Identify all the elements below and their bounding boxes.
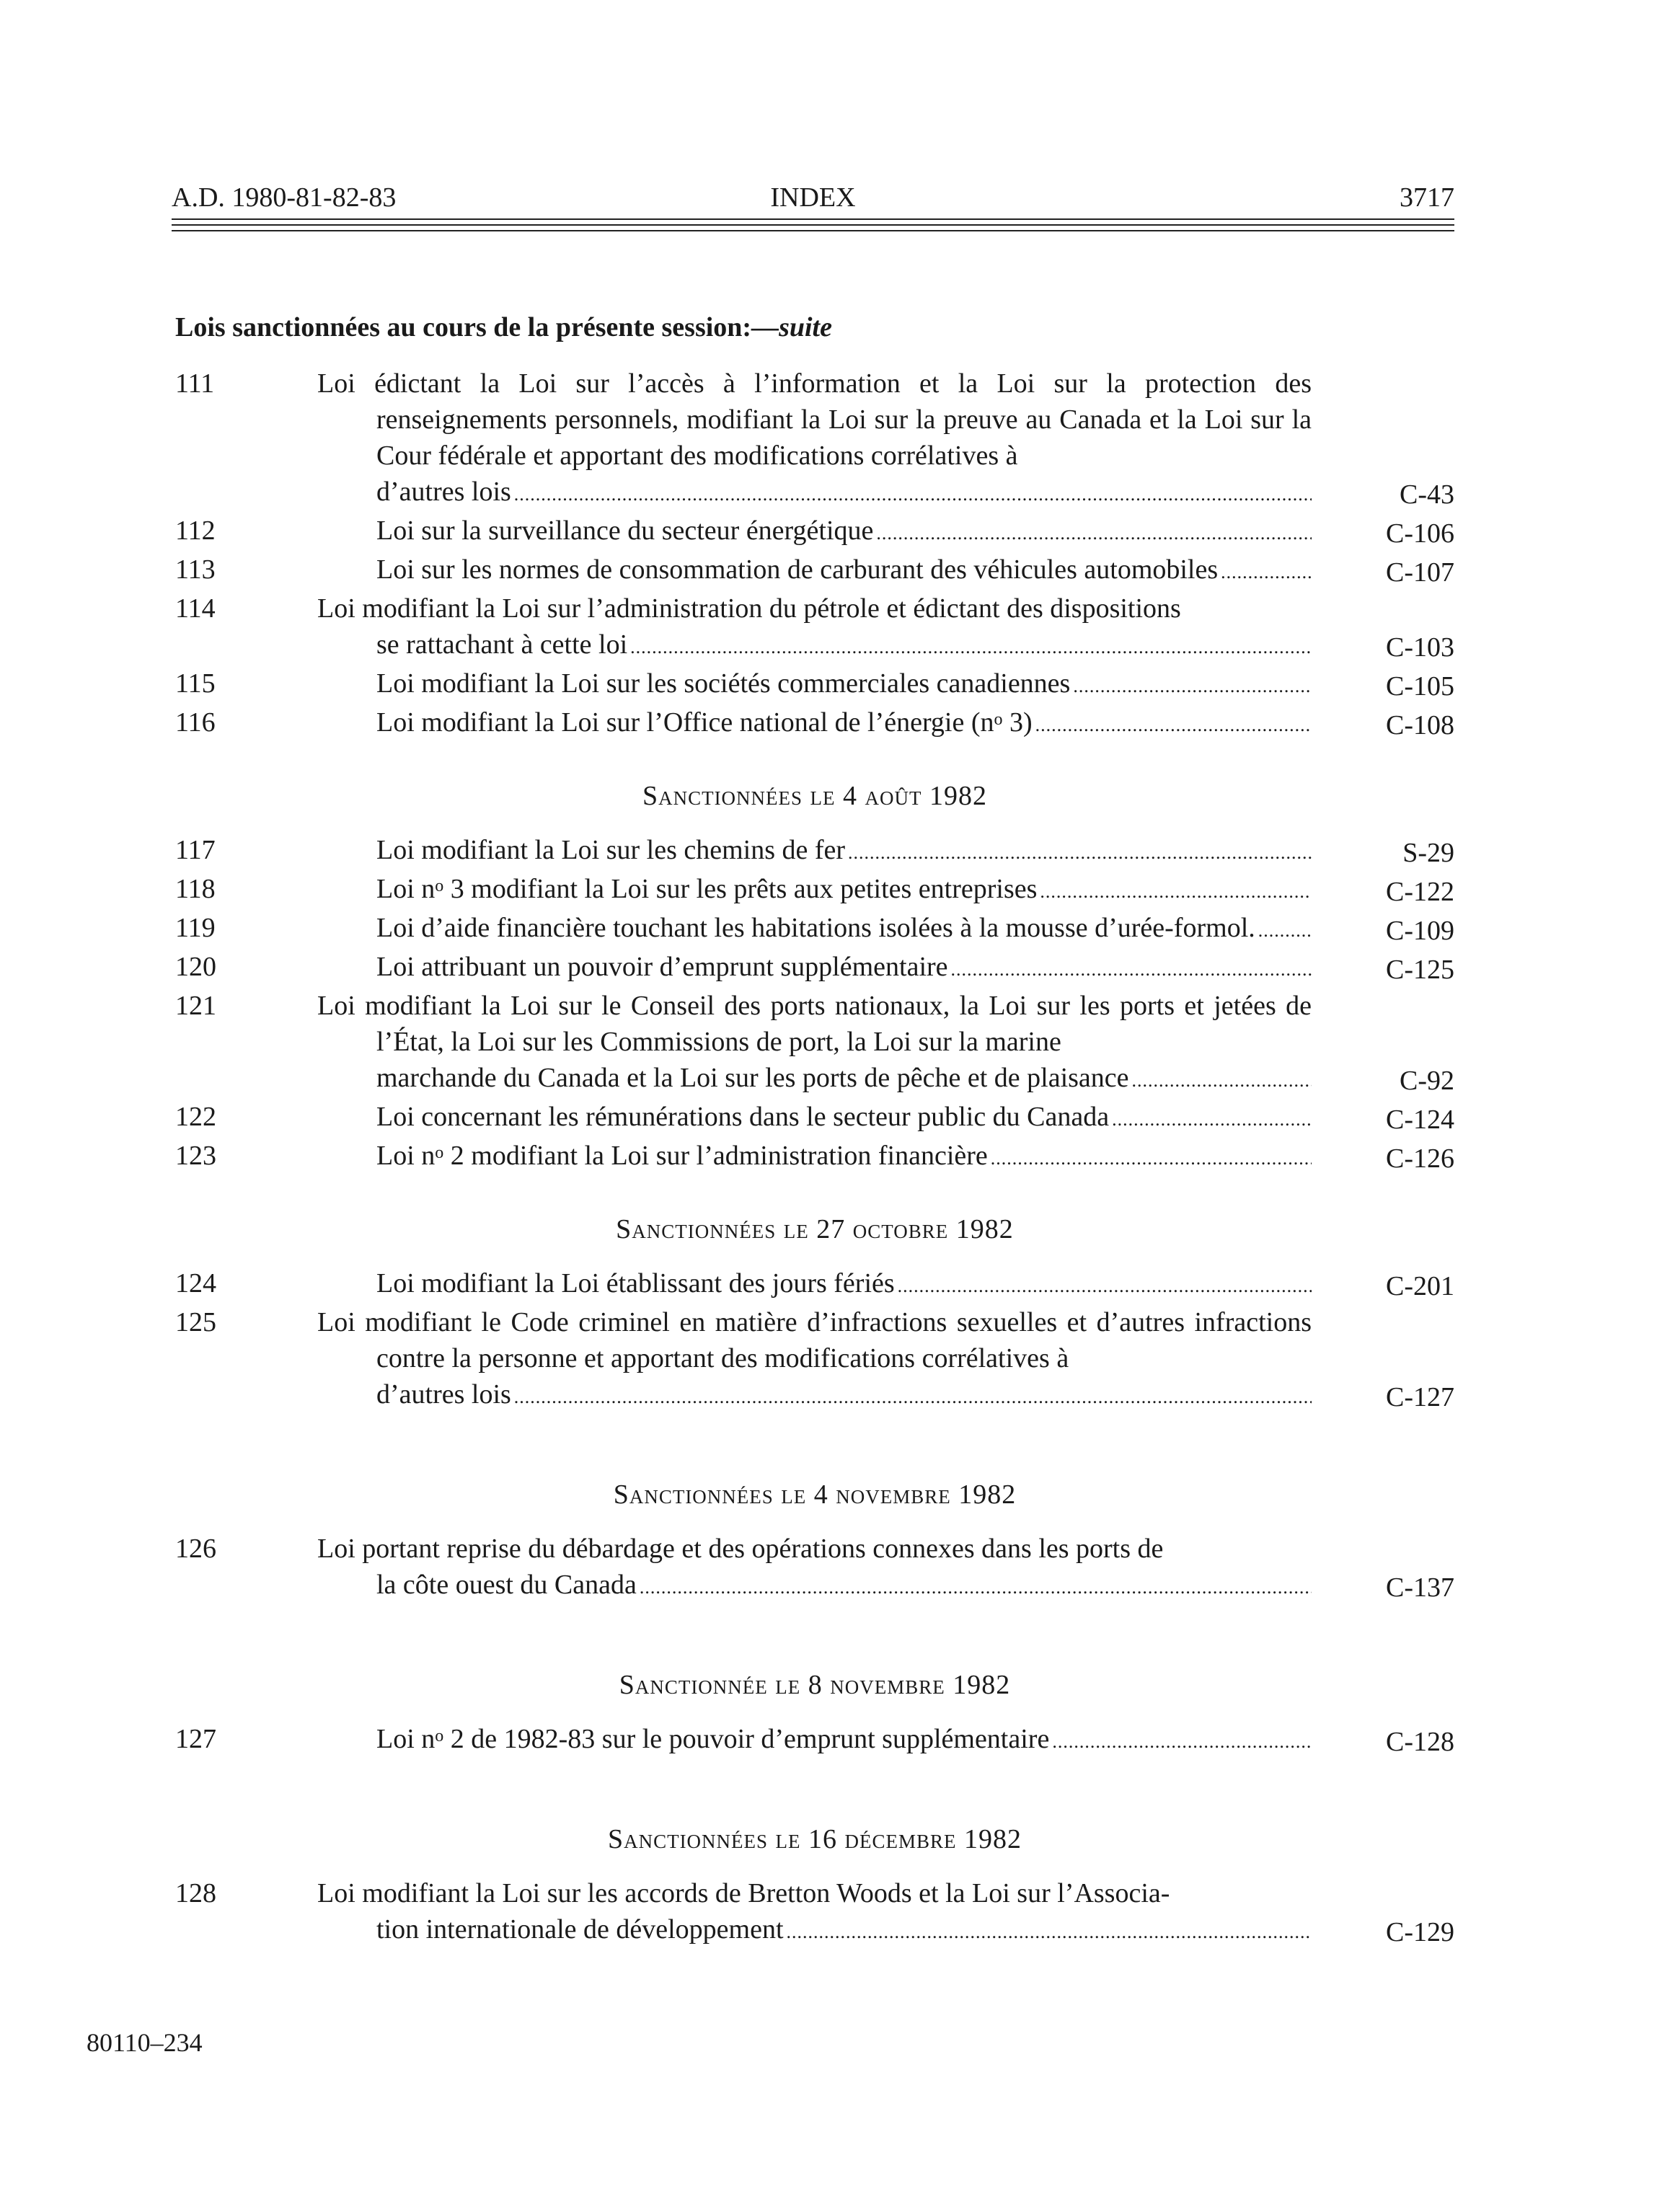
act-title-text: Loi sur les normes de consommation de carburant des véhicules automobiles	[376, 554, 1219, 585]
act-title-last-line	[376, 704, 1312, 743]
act-title-text: Loi concernant les rémunérations dans le secteur public du Canada	[376, 1102, 1110, 1132]
chapter-number: 116	[175, 707, 216, 738]
section-heading-main: Lois sanctionnées au cours de la présente session:	[175, 312, 752, 342]
act-title-text: Loi $n^o$ 2 modifiant la Loi sur l’administration financière	[376, 1141, 988, 1171]
act-title-last-line	[376, 1376, 1312, 1415]
act-title-text: Loi attribuant un pouvoir d’emprunt supplémentaire	[376, 952, 948, 982]
act-title-text: la côte ouest du Canada	[376, 1570, 637, 1600]
group-title: Sanctionnées le 27 octobre 1982	[616, 1214, 1014, 1244]
leader-dots	[514, 1379, 1312, 1415]
section-heading	[175, 311, 832, 343]
act-entry	[175, 1138, 1454, 1177]
act-entry	[175, 910, 1454, 949]
act-title-last-line	[376, 1721, 1312, 1760]
group-title: Sanctionnées le 16 décembre 1982	[607, 1824, 1022, 1854]
act-title	[317, 1138, 1312, 1177]
act-title-text: Loi modifiant la Loi sur l’Office national de l’énergie ($n^o$ 3)	[376, 707, 1033, 738]
group-title: Sanctionnées le 4 novembre 1982	[613, 1479, 1017, 1510]
act-title-last-line	[376, 1138, 1312, 1177]
act-title-text: Loi modifiant la Loi sur les accords de Bretton Woods et la Loi sur l’Associa-	[317, 1878, 1170, 1908]
act-group	[175, 1477, 1454, 1606]
act-title	[317, 552, 1312, 590]
bill-number: C-105	[1386, 671, 1454, 702]
chapter-number: 127	[175, 1724, 216, 1754]
group-title: Sanctionnées le 4 août 1982	[642, 781, 988, 811]
leader-dots	[848, 835, 1312, 871]
act-title	[317, 1099, 1312, 1138]
bill-number: C-43	[1400, 479, 1454, 510]
chapter-number: 119	[175, 913, 216, 943]
act-entry	[175, 1875, 1454, 1950]
act-group	[175, 1667, 1454, 1760]
act-title-text: Loi sur la surveillance du secteur énergétique	[376, 516, 874, 546]
act-entry	[175, 1531, 1454, 1606]
act-title-text: d’autres lois	[376, 1379, 511, 1410]
leader-dots	[1052, 1724, 1312, 1760]
bill-number: C-108	[1386, 710, 1454, 740]
chapter-number: 126	[175, 1534, 216, 1564]
bill-number: C-126	[1386, 1143, 1454, 1174]
act-title-last-line	[376, 832, 1312, 871]
bill-number: C-129	[1386, 1917, 1454, 1947]
act-title	[317, 665, 1312, 704]
act-entry	[175, 1304, 1454, 1415]
act-title-text: Loi $n^o$ 2 de 1982-83 sur le pouvoir d’emprunt supplémentaire	[376, 1724, 1050, 1754]
leader-dots	[876, 516, 1312, 552]
act-title-text: marchande du Canada et la Loi sur les ports de pêche et de plaisance	[376, 1063, 1129, 1093]
act-title-last-line	[376, 910, 1312, 949]
chapter-number: 112	[175, 516, 216, 546]
chapter-number: 120	[175, 952, 216, 982]
leader-dots	[1040, 874, 1312, 910]
act-entry	[175, 949, 1454, 988]
chapter-number: 111	[175, 368, 215, 399]
act-title	[317, 704, 1312, 743]
chapter-number: 115	[175, 668, 216, 699]
chapter-number: 122	[175, 1102, 216, 1132]
act-title-text: Loi d’aide financière touchant les habitations isolées à la mousse d’urée-formol.	[376, 913, 1255, 943]
leader-dots	[898, 1268, 1312, 1304]
act-entry	[175, 1721, 1454, 1760]
act-title	[317, 1304, 1312, 1415]
chapter-number: 128	[175, 1878, 216, 1908]
header-rule	[172, 224, 1454, 226]
act-entry	[175, 665, 1454, 704]
act-group	[175, 778, 1454, 1177]
leader-dots	[640, 1570, 1312, 1606]
act-title	[317, 1875, 1312, 1950]
act-entry	[175, 1099, 1454, 1138]
act-entry	[175, 590, 1454, 665]
act-title	[317, 1265, 1312, 1304]
footer-code: 80110–234	[87, 2028, 203, 2057]
act-title-last-line	[376, 871, 1312, 910]
act-title-last-line	[376, 1567, 1312, 1606]
chapter-number: 123	[175, 1141, 216, 1171]
bill-number: C-137	[1386, 1572, 1454, 1603]
act-title-text: Loi édictant la Loi sur l’accès à l’information et la Loi sur la protection des renseignements personnels, modifiant la Loi sur la preuve au Canada et la Loi sur la Cour fédérale et apportant des modifications corrélatives à	[317, 368, 1312, 471]
act-title-last-line	[376, 552, 1312, 590]
act-title-text: Loi modifiant la Loi sur les sociétés commerciales canadiennes	[376, 668, 1071, 699]
leader-dots	[514, 477, 1312, 513]
bill-number: C-124	[1386, 1105, 1454, 1135]
act-title	[317, 513, 1312, 552]
index-content	[175, 366, 1454, 1950]
act-title-text: Loi modifiant la Loi établissant des jours fériés	[376, 1268, 895, 1299]
act-title-last-line	[376, 474, 1312, 513]
leader-dots	[787, 1914, 1312, 1950]
group-title: Sanctionnée le 8 novembre 1982	[619, 1670, 1011, 1700]
header-rule	[172, 230, 1454, 231]
act-entry	[175, 1265, 1454, 1304]
bill-number: C-103	[1386, 632, 1454, 663]
act-title	[317, 871, 1312, 910]
act-title-last-line	[376, 1060, 1312, 1099]
act-entry	[175, 871, 1454, 910]
act-title-text: Loi modifiant la Loi sur le Conseil des ports nationaux, la Loi sur les ports et jetées de l’État, la Loi sur les Commissions de port, la Loi sur la marine	[317, 991, 1312, 1057]
bill-number: C-127	[1386, 1382, 1454, 1412]
act-title	[317, 988, 1312, 1099]
bill-number: C-201	[1386, 1271, 1454, 1301]
chapter-number: 124	[175, 1268, 216, 1299]
header-title: INDEX	[770, 182, 856, 213]
bill-number: C-107	[1386, 557, 1454, 588]
leader-dots	[1258, 913, 1312, 949]
act-title	[317, 590, 1312, 665]
leader-dots	[991, 1141, 1312, 1177]
act-title-text: d’autres lois	[376, 477, 511, 507]
header-rule	[172, 218, 1454, 220]
leader-dots	[1132, 1063, 1312, 1099]
act-title-last-line	[376, 1911, 1312, 1950]
act-entry	[175, 552, 1454, 590]
header-year: A.D. 1980-81-82-83	[172, 182, 397, 213]
act-title-text: Loi portant reprise du débardage et des opérations connexes dans les ports de	[317, 1534, 1164, 1564]
act-title-text: Loi modifiant la Loi sur l’administration du pétrole et édictant des dispositions	[317, 593, 1181, 624]
act-title-text: Loi $n^o$ 3 modifiant la Loi sur les prêts aux petites entreprises	[376, 874, 1038, 904]
bill-number: C-92	[1400, 1066, 1454, 1096]
act-group	[175, 366, 1454, 743]
leader-dots	[1073, 668, 1312, 704]
chapter-number: 121	[175, 991, 216, 1021]
act-title	[317, 949, 1312, 988]
bill-number: S-29	[1402, 838, 1454, 868]
act-title-last-line	[376, 1099, 1312, 1138]
act-entry	[175, 832, 1454, 871]
act-title	[317, 910, 1312, 949]
act-title	[317, 366, 1312, 513]
chapter-number: 113	[175, 554, 216, 585]
act-title-text: Loi modifiant le Code criminel en matière d’infractions sexuelles et d’autres infractions contre la personne et apportant des modifications corrélatives à	[317, 1307, 1312, 1373]
leader-dots	[630, 629, 1312, 665]
act-group	[175, 1211, 1454, 1415]
act-title	[317, 1531, 1312, 1606]
act-title	[317, 1721, 1312, 1760]
chapter-number: 118	[175, 874, 216, 904]
act-title-last-line	[376, 513, 1312, 552]
bill-number: C-128	[1386, 1727, 1454, 1757]
chapter-number: 125	[175, 1307, 216, 1337]
chapter-number: 117	[175, 835, 216, 865]
act-title-last-line	[376, 665, 1312, 704]
act-entry	[175, 988, 1454, 1099]
act-title-last-line	[376, 949, 1312, 988]
bill-number: C-125	[1386, 955, 1454, 985]
running-header	[172, 182, 1454, 218]
act-title	[317, 832, 1312, 871]
act-title-last-line	[376, 627, 1312, 665]
section-heading-suffix: —suite	[751, 312, 832, 342]
bill-number: C-106	[1386, 518, 1454, 549]
bill-number: C-122	[1386, 877, 1454, 907]
act-entry	[175, 513, 1454, 552]
act-group	[175, 1821, 1454, 1950]
act-entry	[175, 704, 1454, 743]
chapter-number: 114	[175, 593, 216, 624]
leader-dots	[951, 952, 1312, 988]
leader-dots	[1035, 707, 1312, 743]
act-entry	[175, 366, 1454, 513]
bill-number: C-109	[1386, 916, 1454, 946]
page-number: 3717	[1400, 182, 1454, 213]
act-title-last-line	[376, 1265, 1312, 1304]
leader-dots	[1221, 554, 1312, 590]
act-title-text: Loi modifiant la Loi sur les chemins de fer	[376, 835, 846, 865]
leader-dots	[1112, 1102, 1312, 1138]
act-title-text: se rattachant à cette loi	[376, 629, 628, 660]
act-title-text: tion internationale de développement	[376, 1914, 784, 1945]
